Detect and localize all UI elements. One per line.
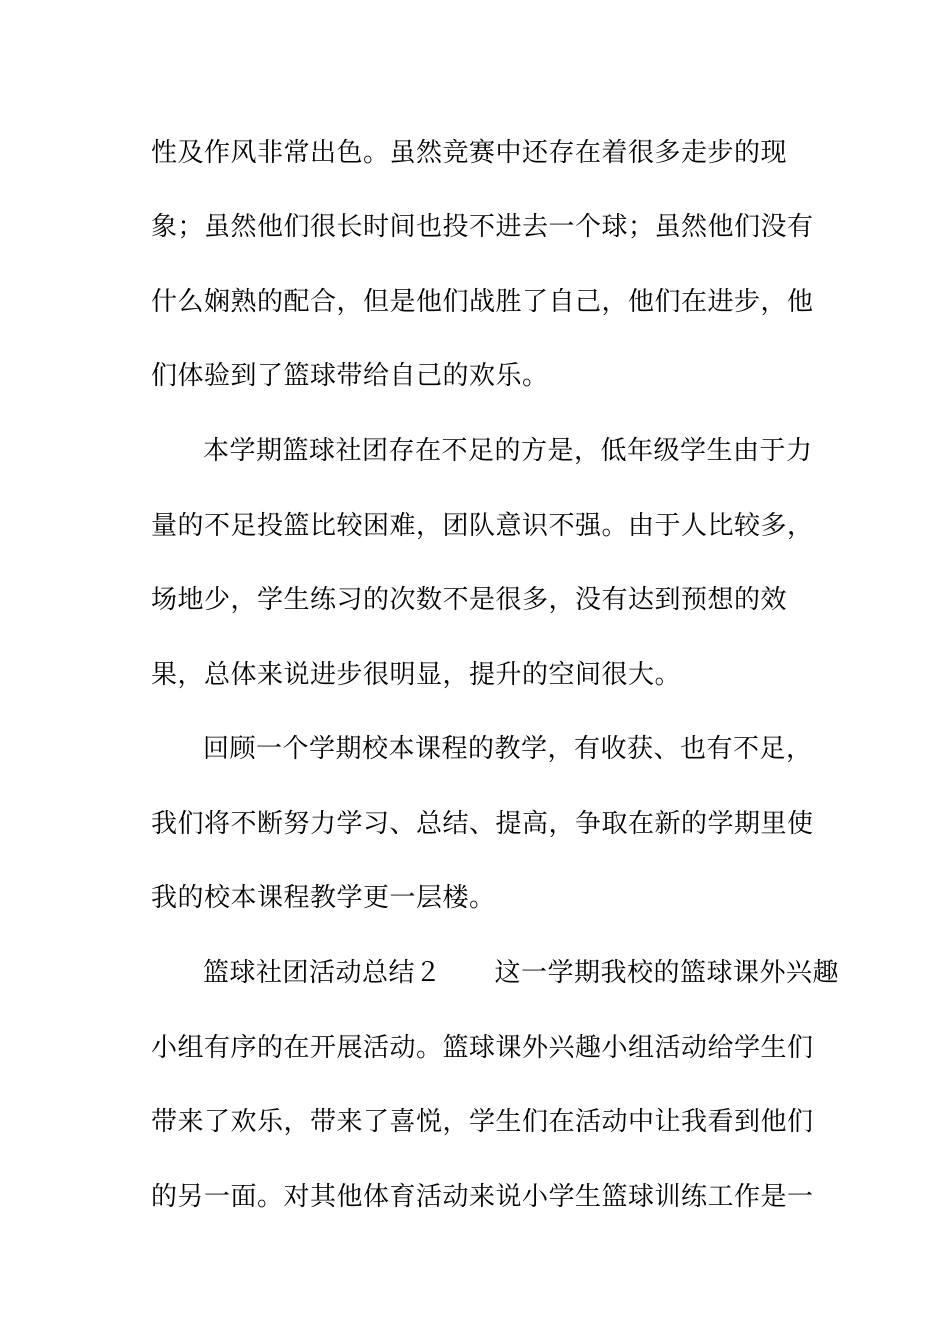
text-line-6: 量的不足投篮比较困难，团队意识不强。由于人比较多， [151, 511, 814, 541]
text-line-9: 回顾一个学期校本课程的教学，有收获、也有不足， [203, 734, 813, 764]
text-line-15: 的另一面。对其他体育活动来说小学生篮球训练工作是一 [151, 1182, 814, 1212]
text-line-13: 小组有序的在开展活动。篮球课外兴趣小组活动给学生们 [151, 1033, 814, 1063]
text-line-7: 场地少，学生练习的次数不是很多，没有达到预想的效 [151, 585, 788, 615]
text-line-10: 我们将不断努力学习、总结、提高，争取在新的学期里使 [151, 809, 814, 839]
text-line-14: 带来了欢乐，带来了喜悦，学生们在活动中让我看到他们 [151, 1107, 814, 1137]
text-line-11: 我的校本课程教学更一层楼。 [151, 883, 496, 913]
text-line-8: 果，总体来说进步很明显，提升的空间很大。 [151, 660, 682, 690]
text-line-2: 象；虽然他们很长时间也投不进去一个球；虽然他们没有 [151, 212, 814, 242]
text-line-4: 们体验到了篮球带给自己的欢乐。 [151, 361, 549, 391]
text-line-12: 篮球社团活动总结２ 这一学期我校的篮球课外兴趣 [203, 958, 840, 988]
text-line-3: 什么娴熟的配合，但是他们战胜了自己，他们在进步，他 [151, 287, 814, 317]
text-line-1: 性及作风非常出色。虽然竞赛中还存在着很多走步的现 [151, 138, 788, 168]
text-line-5: 本学期篮球社团存在不足的方是，低年级学生由于力 [203, 436, 813, 466]
